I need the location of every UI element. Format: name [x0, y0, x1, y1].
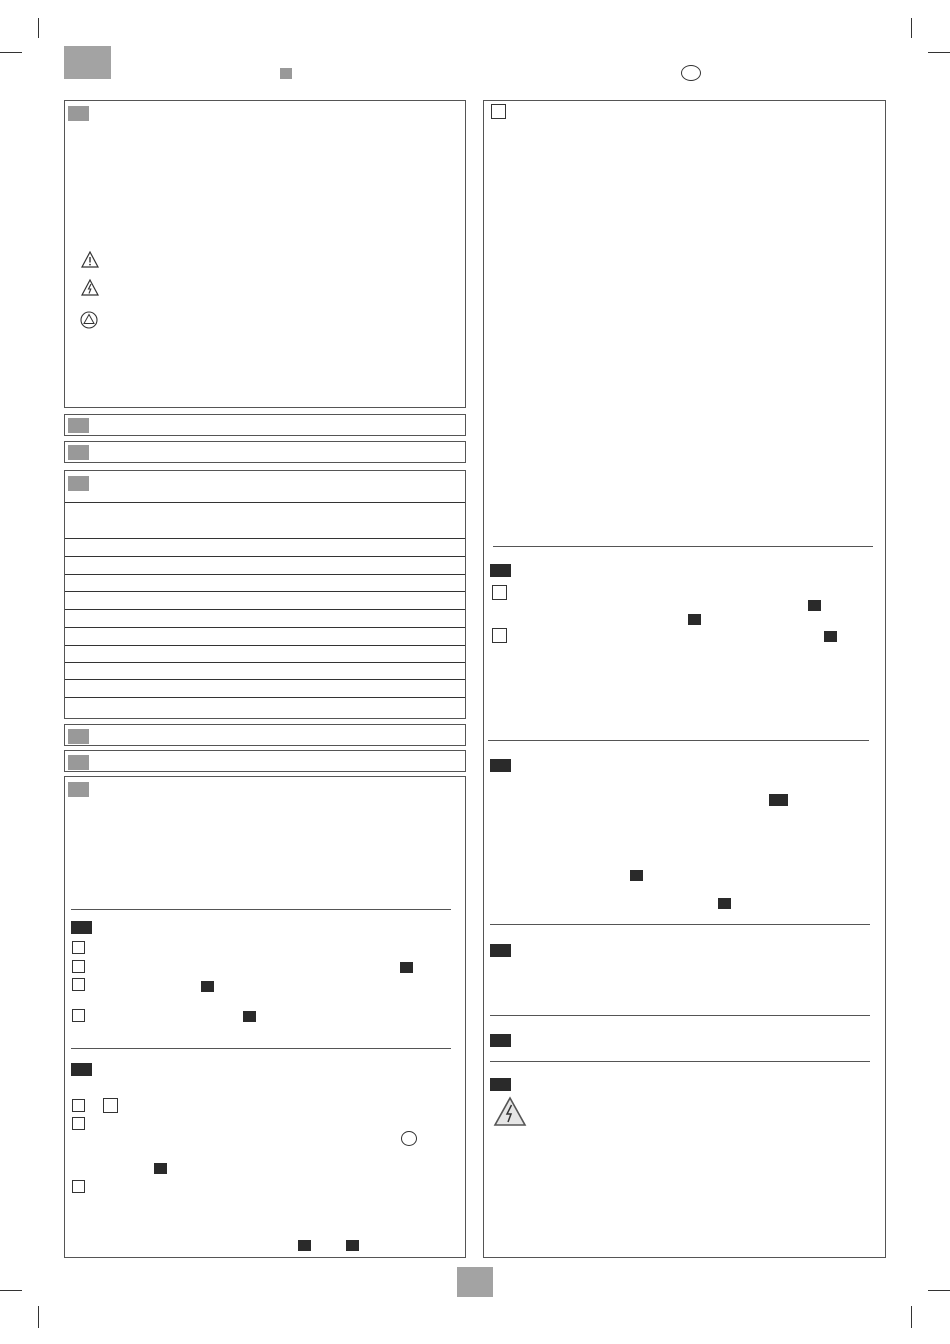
subsection-marker [490, 564, 511, 577]
step-box [72, 941, 85, 954]
electric-hazard-large-icon [493, 1096, 527, 1128]
table-row [65, 574, 465, 575]
table-row [65, 502, 465, 503]
table-row [65, 679, 465, 680]
step-box [72, 1099, 85, 1112]
section-bar [64, 441, 466, 463]
step-box [103, 1098, 118, 1113]
table-row [65, 697, 465, 698]
language-tab [64, 46, 111, 79]
step-box [492, 628, 507, 643]
section-marker [68, 755, 89, 770]
figure-ref [346, 1240, 359, 1251]
crop-mark [38, 18, 39, 38]
figure-ref [718, 898, 731, 909]
subsection-marker [71, 921, 92, 934]
section-bar [64, 750, 466, 772]
figure-ref [688, 614, 701, 625]
figure-ref [201, 981, 214, 992]
step-box [72, 978, 85, 991]
divider [490, 1061, 870, 1062]
header-circle-marker [681, 65, 701, 81]
subsection-marker [71, 1063, 92, 1076]
subsection-marker [490, 944, 511, 957]
warning-triangle-icon [80, 250, 100, 270]
section-marker [68, 418, 89, 433]
section-bar [64, 724, 466, 746]
section-marker [68, 445, 89, 460]
subsection-marker [490, 1034, 511, 1047]
crop-mark [0, 52, 22, 53]
figure-ref [298, 1240, 311, 1251]
step-box [491, 104, 506, 119]
electric-hazard-icon [80, 278, 100, 298]
crop-mark [911, 18, 912, 38]
section-installation [64, 776, 466, 1258]
page-number-tab [457, 1267, 493, 1297]
table-row [65, 645, 465, 646]
figure-ref [769, 794, 788, 806]
step-box [72, 1009, 85, 1022]
figure-ref [400, 962, 413, 973]
divider [488, 740, 869, 741]
section-general-safety [64, 100, 466, 408]
section-marker [68, 782, 89, 797]
crop-mark [928, 1290, 950, 1291]
step-box [72, 1180, 85, 1193]
section-marker [68, 476, 89, 491]
divider [490, 924, 870, 925]
recycling-circle-icon [79, 310, 99, 330]
figure-ref [808, 600, 821, 611]
figure-ref [243, 1011, 256, 1022]
figure-ref [824, 631, 837, 642]
figure-ref [154, 1163, 167, 1174]
divider [490, 1015, 870, 1016]
table-row [65, 609, 465, 610]
technical-data-table [64, 470, 466, 719]
divider [493, 546, 873, 547]
crop-mark [0, 1290, 22, 1291]
crop-mark [911, 1306, 912, 1328]
divider [71, 909, 451, 910]
divider [71, 1048, 451, 1049]
figure-ref [630, 870, 643, 881]
subsection-marker [490, 759, 511, 772]
reference-circle [401, 1131, 417, 1146]
subsection-marker [490, 1078, 511, 1091]
section-marker [68, 729, 89, 744]
section-bar [64, 414, 466, 436]
table-row [65, 591, 465, 592]
table-row [65, 538, 465, 539]
table-row [65, 662, 465, 663]
step-box [72, 1117, 85, 1130]
crop-mark [38, 1306, 39, 1328]
right-column-panel [483, 100, 886, 1258]
step-box [72, 960, 85, 973]
crop-mark [928, 52, 950, 53]
header-marker [280, 68, 292, 79]
table-row [65, 556, 465, 557]
table-row [65, 627, 465, 628]
section-marker [68, 106, 89, 121]
step-box [492, 585, 507, 600]
